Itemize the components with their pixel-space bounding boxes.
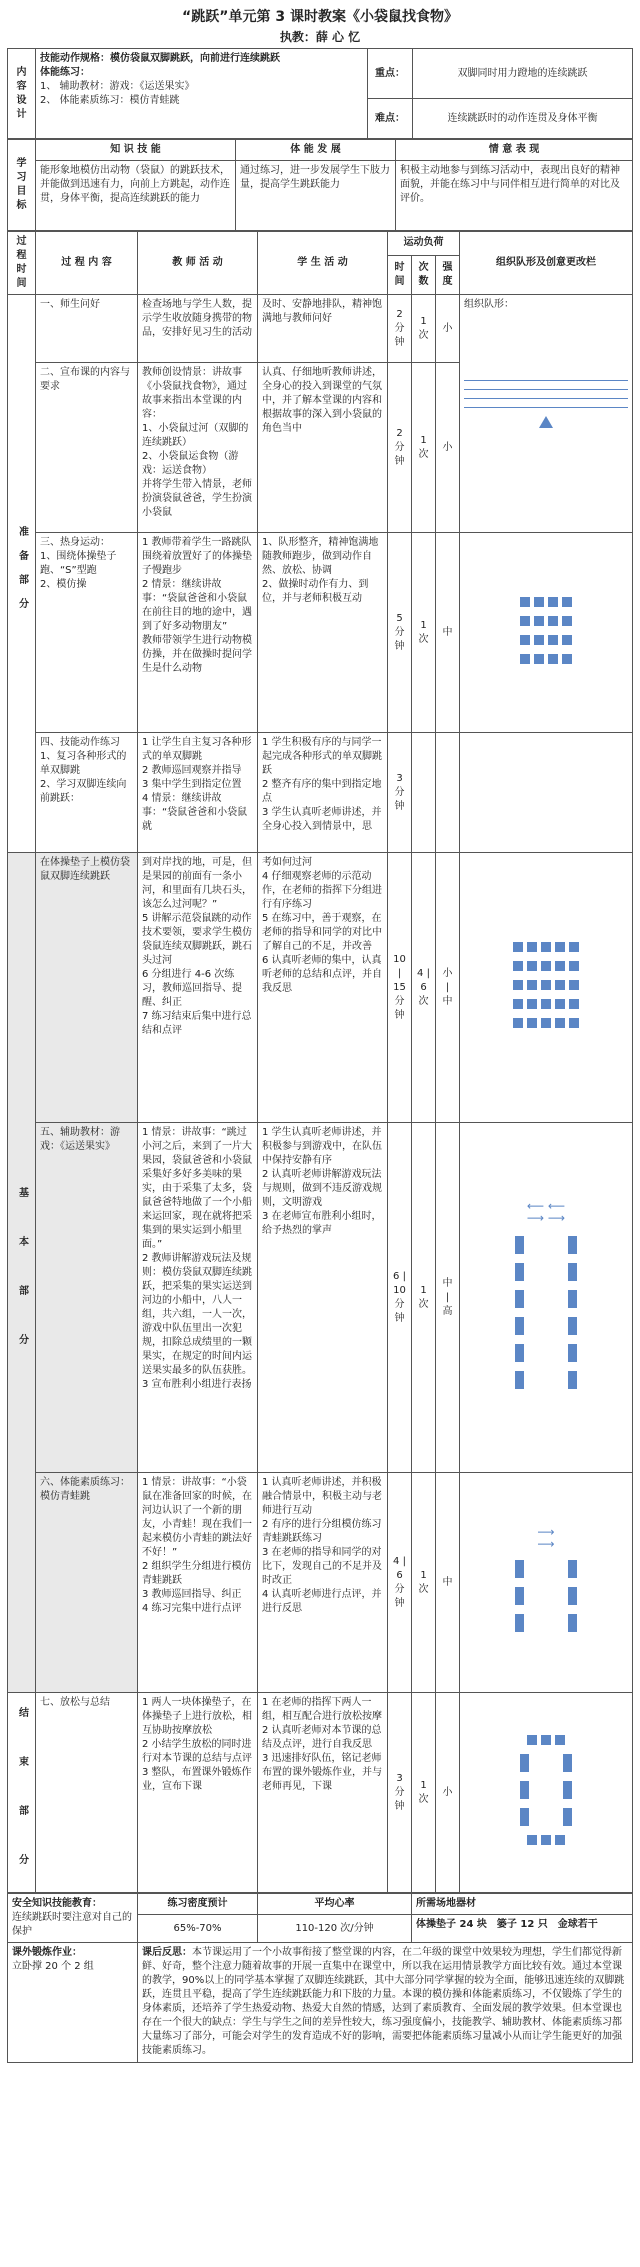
basic-org-2 (460, 1123, 633, 1473)
prep-intensity-3: 中 (436, 533, 460, 733)
basic-org-1 (460, 853, 633, 1123)
mat-block (515, 1263, 524, 1281)
end-student-1: 1 在老师的指挥下两人一组，相互配合进行放松按摩 2 认真听老师对本节课的总结及点评，进行自我反思 3 迅速排好队伍，铭记老师布置的课外锻炼作业，并与老师再见，下课 (258, 1693, 388, 1893)
goal-header-knowledge: 知 识 技 能 (36, 140, 236, 161)
mat-block (520, 635, 530, 645)
basic-teacher-3: 1 情景：讲故事：“小袋鼠在准备回家的时候，在河边认识了一个新的朋友，小青蛙！现在我们一起来模仿小青蛙的跳法好不好！” 2 组织学生分组进行模仿青蛙跳跃 3 教师巡回指导、纠正 4 练习完集中进行点评 (138, 1473, 258, 1693)
mat-block (534, 635, 544, 645)
mat-block (534, 654, 544, 664)
homework-label: 课外锻炼作业： (12, 1947, 82, 1958)
mat-block (568, 1587, 577, 1605)
goal-header-fitness: 体 能 发 展 (236, 140, 396, 161)
mat-block (568, 1290, 577, 1308)
mat-block (515, 1614, 524, 1632)
basic-time-2: 6 | 10 分 钟 (388, 1123, 412, 1473)
mat-block (568, 1317, 577, 1335)
mat-block (568, 1614, 577, 1632)
mat-block (548, 654, 558, 664)
mat-block (541, 942, 551, 952)
prep-content-1: 一、师生问好 (36, 295, 138, 363)
goal-header-affective: 情 意 表 现 (396, 140, 633, 161)
mat-block (513, 942, 523, 952)
mat-block (563, 1781, 572, 1799)
mat-block (515, 1290, 524, 1308)
prep-student-1: 及时、安静地排队，精神饱满地与教师问好 (258, 295, 388, 363)
basic-count-2: 1 次 (412, 1123, 436, 1473)
formation-line (464, 407, 628, 408)
mat-block (527, 999, 537, 1009)
org-header: 组织队形及创意更改栏 (460, 232, 633, 295)
mat-block (562, 597, 572, 607)
warmup-formation (464, 595, 628, 671)
mat-block (569, 942, 579, 952)
mat-block (515, 1236, 524, 1254)
mat-block (562, 616, 572, 626)
jump-formation (464, 940, 628, 1035)
end-org-1 (460, 1693, 633, 1893)
prep-count-2: 1 次 (412, 363, 436, 533)
intensity-header: 强度 (436, 255, 460, 294)
mat-block (555, 1735, 565, 1745)
formation-line (464, 389, 628, 390)
basic-count-1: 4 | 6 次 (412, 853, 436, 1123)
mat-block (555, 1018, 565, 1028)
basic-org-3 (460, 1473, 633, 1693)
prep-intensity-2: 小 (436, 363, 460, 533)
heart-rate-label: 平均心率 (258, 1894, 412, 1915)
end-intensity-1: 小 (436, 1693, 460, 1893)
goal-knowledge: 能形象地模仿出动物（袋鼠）的跳跃技术，并能做到迅速有力，向前上方跳起，动作连贯，身体平衡，提高连续跳跃的能力 (36, 161, 236, 231)
mat-block (513, 961, 523, 971)
formation-line (464, 380, 628, 381)
end-stage-label: 结 束 部 分 (8, 1693, 36, 1893)
prep-time-3: 5 分 钟 (388, 533, 412, 733)
time-header: 时间 (388, 255, 412, 294)
mat-block (520, 597, 530, 607)
mat-block (527, 1735, 537, 1745)
safety-cell (8, 1894, 138, 1943)
mat-block (541, 1018, 551, 1028)
goal-fitness: 通过练习，进一步发展学生下肢力量，提高学生跳跃能力 (236, 161, 396, 231)
content-header: 过 程 内 容 (36, 232, 138, 295)
reflection-label: 课后反思： (142, 1947, 192, 1958)
mat-block (568, 1371, 577, 1389)
basic-content-3: 六、体能素质练习：模仿青蛙跳 (36, 1473, 138, 1693)
mat-block (515, 1317, 524, 1335)
teacher-marker-icon (539, 416, 553, 428)
mat-block (541, 999, 551, 1009)
heart-rate-value: 110-120 次/分钟 (258, 1915, 412, 1943)
stage-header: 过程时间 (8, 232, 36, 295)
mat-block (568, 1560, 577, 1578)
safety-text: 连续跳跃时要注意对自己的保护 (12, 1912, 132, 1937)
prep-teacher-1: 检查场地与学生人数，提示学生收放随身携带的物品，安排好见习生的活动 (138, 295, 258, 363)
prep-stage-label: 准备部分 (8, 295, 36, 853)
prep-student-4: 1 学生积极有序的与同学一起完成各种形式的单双脚跳跃 2 整齐有序的集中到指定地点 3 学生认真听老师讲述，并全身心投入到情景中，思 (258, 733, 388, 853)
prep-count-3: 1 次 (412, 533, 436, 733)
arrow-right-icon: ⟶ (537, 1525, 555, 1539)
mat-block (527, 980, 537, 990)
prep-intensity-1: 小 (436, 295, 460, 363)
end-content-1: 七、放松与总结 (36, 1693, 138, 1893)
reflection-cell (138, 1943, 633, 2063)
equipment-label: 所需场地器材 (412, 1894, 633, 1915)
student-header: 学 生 活 动 (258, 232, 388, 295)
skill-spec: 技能动作规格：模仿袋鼠双脚跳跃，向前进行连续跳跃 (40, 53, 280, 64)
end-time-1: 3 分 钟 (388, 1693, 412, 1893)
frog-formation (464, 1558, 628, 1639)
mat-block (569, 999, 579, 1009)
difficulty-label: 难点： (368, 99, 413, 139)
prep-org-3 (460, 533, 633, 733)
fitness-item-1: 1、 辅助教材：游戏：《运送果实》 (40, 81, 195, 92)
basic-student-1: 考如何过河 4 仔细观察老师的示范动作，在老师的指挥下分组进行有序练习 5 在练习中，善于观察，在老师的指导和同学的对比中了解自己的不足，并改善 6 认真听老师的集中，认真听老师的总结和点评，并自我反思 (258, 853, 388, 1123)
mat-block (515, 1371, 524, 1389)
mat-block (555, 961, 565, 971)
mat-block (513, 999, 523, 1009)
safety-label: 安全知识技能教育： (12, 1898, 102, 1909)
load-header: 运动负荷 (388, 232, 460, 256)
mat-block (520, 616, 530, 626)
mat-block (541, 980, 551, 990)
count-header: 次数 (412, 255, 436, 294)
basic-student-3: 1 认真听老师讲述，并积极融合情景中，积极主动与老师进行互动 2 有序的进行分组模仿练习青蛙跳跃练习 3 在老师的指导和同学的对比下，发现自己的不足并及时改正 4 认真听老师进行点评，并进行反思 (258, 1473, 388, 1693)
mat-block (527, 1018, 537, 1028)
density-label: 练习密度预计 (138, 1894, 258, 1915)
prep-teacher-2: 教师创设情景：讲故事《小袋鼠找食物》，通过故事来指出本堂课的内容： 1、小袋鼠过河（双脚的连续跳跃） 2、小袋鼠运食物（游戏：运送食物） 并将学生带入情景，老师扮演袋鼠爸爸，学生扮演小袋鼠 (138, 363, 258, 533)
arrow-right-icon: ⟶ ⟶ (526, 1210, 566, 1225)
mat-block (569, 961, 579, 971)
basic-content-1: 在体操垫子上模仿袋鼠双脚连续跳跃 (36, 853, 138, 1123)
content-design-table (7, 48, 633, 139)
mat-block (562, 654, 572, 664)
mat-block (513, 1018, 523, 1028)
mat-block (515, 1344, 524, 1362)
relay-formation (464, 1234, 628, 1396)
goals-table (7, 139, 633, 231)
basic-intensity-3: 中 (436, 1473, 460, 1693)
mat-block (513, 980, 523, 990)
basic-teacher-2: 1 情景：讲故事：“跳过小河之后，来到了一片大果园，袋鼠爸爸和小袋鼠采集好多好多美味的果实，由于采集了太多，袋鼠爸爸特地做了一个小船来运回家，现在就将把采集到的果实运到小船里面。” 2 教师讲解游戏玩法及规则：模仿袋鼠双脚连续跳跃，把采集的果实运送到河边的小船中，八人一组，共六组，一人一次，游戏中队伍里出一次犯规，扣除总成绩里的一颗果实，在规定的时间内运送果实最多的队伍获胜。 3 宣布胜利小组进行表扬 (138, 1123, 258, 1473)
mat-block (520, 1781, 529, 1799)
mat-block (520, 1808, 529, 1826)
mat-block (515, 1587, 524, 1605)
prep-content-3: 三、热身运动： 1、围绕体操垫子跑、“S”型跑 2、模仿操 (36, 533, 138, 733)
mat-block (548, 597, 558, 607)
goal-affective: 积极主动地参与到练习活动中，表现出良好的精神面貌，并能在练习中与同伴相互进行简单的对比及评价。 (396, 161, 633, 231)
end-teacher-1: 1 两人一块体操垫子，在体操垫子上进行放松，相互协助按摩放松 2 小结学生放松的同时进行对本节课的总结与点评 3 整队，布置课外锻炼作业，宣布下课 (138, 1693, 258, 1893)
content-design-label: 内容设计 (8, 49, 36, 139)
mat-block (541, 1835, 551, 1845)
mat-block (548, 635, 558, 645)
teacher-header: 教 师 活 动 (138, 232, 258, 295)
key-point-label: 重点： (368, 49, 413, 99)
fitness-item-2: 2、 体能素质练习：模仿青蛙跳 (40, 95, 180, 106)
basic-stage-label: 基 本 部 分 (8, 853, 36, 1693)
mat-block (563, 1808, 572, 1826)
prep-org-1 (460, 295, 633, 533)
prep-time-2: 2 分 钟 (388, 363, 412, 533)
process-table (7, 231, 633, 1893)
mat-block (555, 1835, 565, 1845)
mat-block (515, 1560, 524, 1578)
mat-block (548, 616, 558, 626)
basic-content-2: 五、辅助教材：游戏：《运送果实》 (36, 1123, 138, 1473)
org-label: 组织队形： (464, 299, 515, 310)
basic-time-1: 10 | 15 分 钟 (388, 853, 412, 1123)
mat-block (527, 1835, 537, 1845)
arrow-left-icon: ⟵ ⟵ (526, 1198, 566, 1213)
mat-block (534, 616, 544, 626)
author-line: 执教：薛 心 忆 (279, 30, 361, 44)
mat-block (541, 961, 551, 971)
mat-block (568, 1344, 577, 1362)
mat-block (534, 597, 544, 607)
equipment-value: 体操垫子 24 块 篓子 12 只 金球若干 (412, 1915, 633, 1943)
mat-block (568, 1236, 577, 1254)
density-value: 65%-70% (138, 1915, 258, 1943)
prep-content-2: 二、宣布课的内容与要求 (36, 363, 138, 533)
arrow-right-icon: ⟶ (537, 1537, 555, 1551)
fitness-label: 体能练习： (40, 67, 90, 78)
basic-time-3: 4 | 6 分 钟 (388, 1473, 412, 1693)
end-count-1: 1 次 (412, 1693, 436, 1893)
relax-formation (464, 1733, 628, 1852)
basic-teacher-1: 到对岸找的地，可是，但是果园的前面有一条小河，和里面有几块石头，该怎么过河呢？” 5 讲解示范袋鼠跳的动作技术要领，要求学生模仿袋鼠连续双脚跳跃，跳石头过河 6 分组进行 4-6 次练习，教师巡回指导、提醒、纠正 7 练习结束后集中进行总结和点评 (138, 853, 258, 1123)
mat-block (569, 1018, 579, 1028)
prep-teacher-3: 1 教师带着学生一路跳队围绕着放置好了的体操垫子慢跑步 2 情景：继续讲故事：“袋鼠爸爸和小袋鼠在前往目的地的途中，遇到了好多动物朋友” 教师带领学生进行动物模仿操，并在做操时提问学生是什么动物 (138, 533, 258, 733)
prep-time-4: 3 分 钟 (388, 733, 412, 853)
mat-block (527, 942, 537, 952)
mat-block (520, 1754, 529, 1772)
basic-student-2: 1 学生认真听老师讲述，并积极参与到游戏中，在队伍中保持安静有序 2 认真听老师讲解游戏玩法与规则，做到不违反游戏规则，文明游戏 3 在老师宣布胜利小组时，给予热烈的掌声 (258, 1123, 388, 1473)
mat-block (555, 980, 565, 990)
mat-block (562, 635, 572, 645)
mat-block (520, 654, 530, 664)
reflection-text: 本节课运用了一个小故事衔接了整堂课的内容，在二年级的课堂中效果较为理想，学生们都觉得新鲜、好奇，整个注意力随着故事的开展一直集中在课堂中，所以我在运用情景教学方面比较有效。通过本堂课的教学，90%以上的同学基本掌握了双脚连续跳跃，其中大部分同学掌握的较为全面，能够迅速连续的双脚跳跃，连贯且平稳，提高了学生连续跳跃能力和下肢的力量。本课的模仿操和体能素质练习，不仅锻炼了学生的身体素质，还培养了学生热爱动物、热爱大自然的情感，达到了素质教育、全面发展的教学效果。但本堂课也存在一个很大的缺点：学生与学生之间的差异性较大，练习强度偏小，技能教学、辅助教材、体能素质练习都大量练习了部分，可能会对学生的发育造成不好的影响，需要把体能素质练习量减小从而让学生能更好的加强技能素质练习。 (142, 1947, 625, 2056)
footer-table (7, 1893, 633, 2063)
content-design-body (36, 49, 368, 139)
prep-student-3: 1、队形整齐，精神饱满地随教师跑步，做到动作自然、放松、协调 2、做操时动作有力、到位，并与老师积极互动 (258, 533, 388, 733)
homework-cell (8, 1943, 138, 2063)
prep-time-1: 2 分 钟 (388, 295, 412, 363)
basic-intensity-1: 小 | 中 (436, 853, 460, 1123)
mat-block (568, 1263, 577, 1281)
mat-block (541, 1735, 551, 1745)
prep-content-4: 四、技能动作练习 1、复习各种形式的单双脚跳 2、学习双脚连续向前跳跃： (36, 733, 138, 853)
key-point: 双脚同时用力蹬地的连续跳跃 (413, 49, 633, 99)
formation-line (464, 398, 628, 399)
mat-block (569, 980, 579, 990)
goals-label: 学习目标 (8, 140, 36, 231)
mat-block (563, 1754, 572, 1772)
prep-count-1: 1 次 (412, 295, 436, 363)
prep-student-2: 认真、仔细地听教师讲述，全身心的投入到课堂的气氛中，并了解本堂课的内容和根据故事的深入到小袋鼠的角色当中 (258, 363, 388, 533)
basic-count-3: 1 次 (412, 1473, 436, 1693)
prep-teacher-4: 1 让学生自主复习各种形式的单双脚跳 2 教师巡回观察并指导 3 集中学生到指定位置 4 情景：继续讲故事：“袋鼠爸爸和小袋鼠就 (138, 733, 258, 853)
basic-intensity-2: 中 | 高 (436, 1123, 460, 1473)
homework-text: 立卧撑 20 个 2 组 (12, 1961, 94, 1972)
mat-block (555, 999, 565, 1009)
mat-block (555, 942, 565, 952)
mat-block (527, 961, 537, 971)
difficulty: 连续跳跃时的动作连贯及身体平衡 (413, 99, 633, 139)
page-title: “跳跃”单元第 3 课时教案《小袋鼠找食物》 (182, 9, 458, 25)
